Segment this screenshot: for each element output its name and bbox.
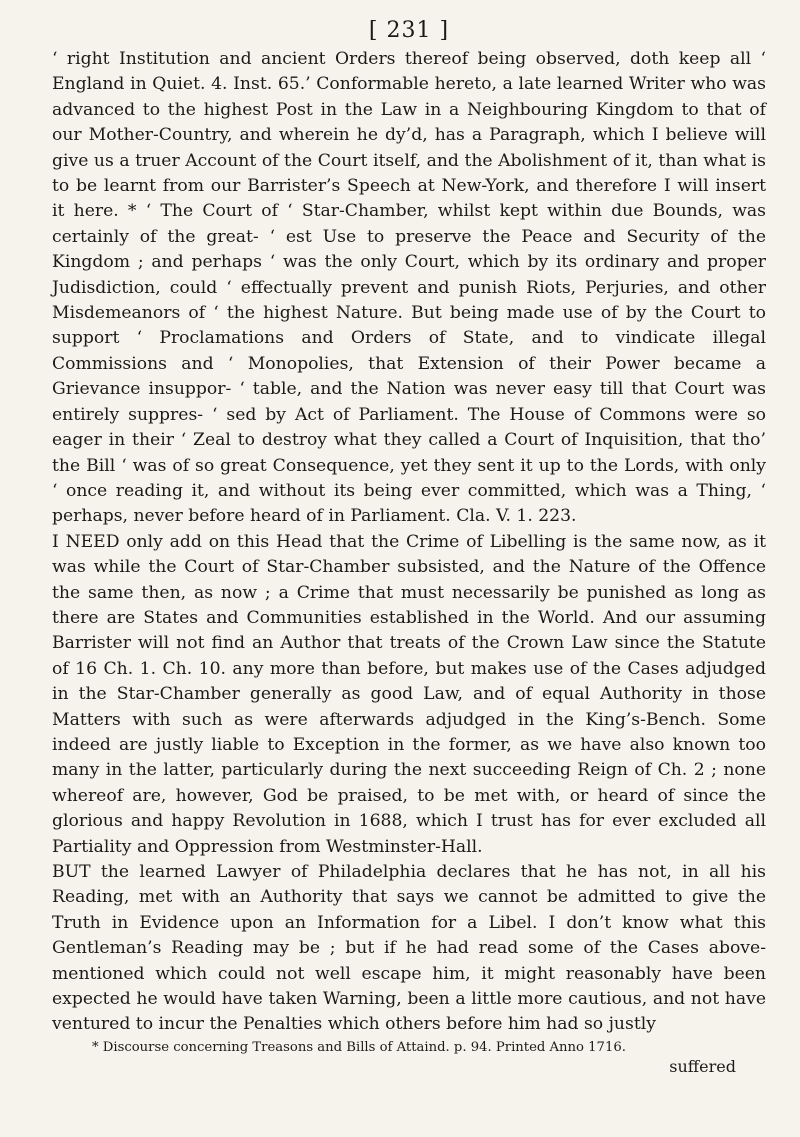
catchword: suffered xyxy=(669,1056,736,1076)
paragraph-philadelphia-lawyer: BUT the learned Lawyer of Philadelphia declares that he has not, in all his Reading, met with an Authority that says we cannot be admitted to give the Truth in Evidence upon an Information for a Libel. I don’t know what this Gentleman’s Reading may be ; but if he had read some of the Cases above-mentioned which could not well escape him, it might reasonably have been expected he would have taken Warning, been a little more cautious, and not have ventured to incur the Penalties which others before him had so justly xyxy=(52,862,766,1035)
body-text xyxy=(52,47,766,1038)
page-number: [ 231 ] xyxy=(368,18,450,43)
footnote: * Discourse concerning Treasons and Bills of Attaind. p. 94. Printed Anno 1716. xyxy=(92,1039,626,1055)
paragraph-star-chamber-quote: ‘ right Institution and ancient Orders thereof being observed, doth keep all ‘ England in Quiet. 4. Inst. 65.’ Conformable hereto, a late learned Writer who was advanced to the highest Post in the Law in a Neighbouring Kingdom to that of our Mother-Country, and wherein he dy’d, has a Paragraph, which I believe will give us a truer Account of the Court itself, and the Abolishment of it, than what is to be learnt from our Barrister’s Speech at New-York, and therefore I will insert it here. * ‘ The Court of ‘ Star-Chamber, whilst kept within due Bounds, was certainly of the great- ‘ est Use to preserve the Peace and Security of the Kingdom ; and perhaps ‘ was the only Court, which by its ordinary and proper Judisdiction, could ‘ effectually prevent and punish Riots, Perjuries, and other Misdemeanors of ‘ the highest Nature. But being made use of by the Court to support ‘ Proclamations and Orders of State, and to vindicate illegal Commissions and ‘ Monopolies, that Extension of their Power became a Grievance insuppor- ‘ table, and the Nation was never easy till that Court was entirely suppres- ‘ sed by Act of Parliament. The House of Commons were so eager in their ‘ Zeal to destroy what they called a Court of Inquisition, that tho’ the Bill ‘ was of so great Consequence, yet they sent it up to the Lords, with only ‘ once reading it, and without its being ever committed, which was a Thing, ‘ perhaps, never before heard of in Parliament. Cla. V. 1. 223. xyxy=(52,49,766,527)
paragraph-crime-of-libelling: I NEED only add on this Head that the Crime of Libelling is the same now, as it was while the Court of Star-Chamber subsisted, and the Nature of the Offence the same then, as now ; a Crime that must necessarily be punished as long as there are States and Communities established in the World. And our assuming Barrister will not find an Author that treats of the Crown Law since the Statute of 16 Ch. 1. Ch. 10. any more than before, but makes use of the Cases adjudged in the Star-Chamber generally as good Law, and of equal Authority in those Matters with such as were afterwards adjudged in the King’s-Bench. Some indeed are justly liable to Exception in the former, as we have also known too many in the latter, particularly during the next succeeding Reign of Ch. 2 ; none whereof are, however, God be praised, to be met with, or heard of since the glorious and happy Revolution in 1688, which I trust has for ever excluded all Partiality and Oppression from Westminster-Hall. xyxy=(52,531,766,857)
